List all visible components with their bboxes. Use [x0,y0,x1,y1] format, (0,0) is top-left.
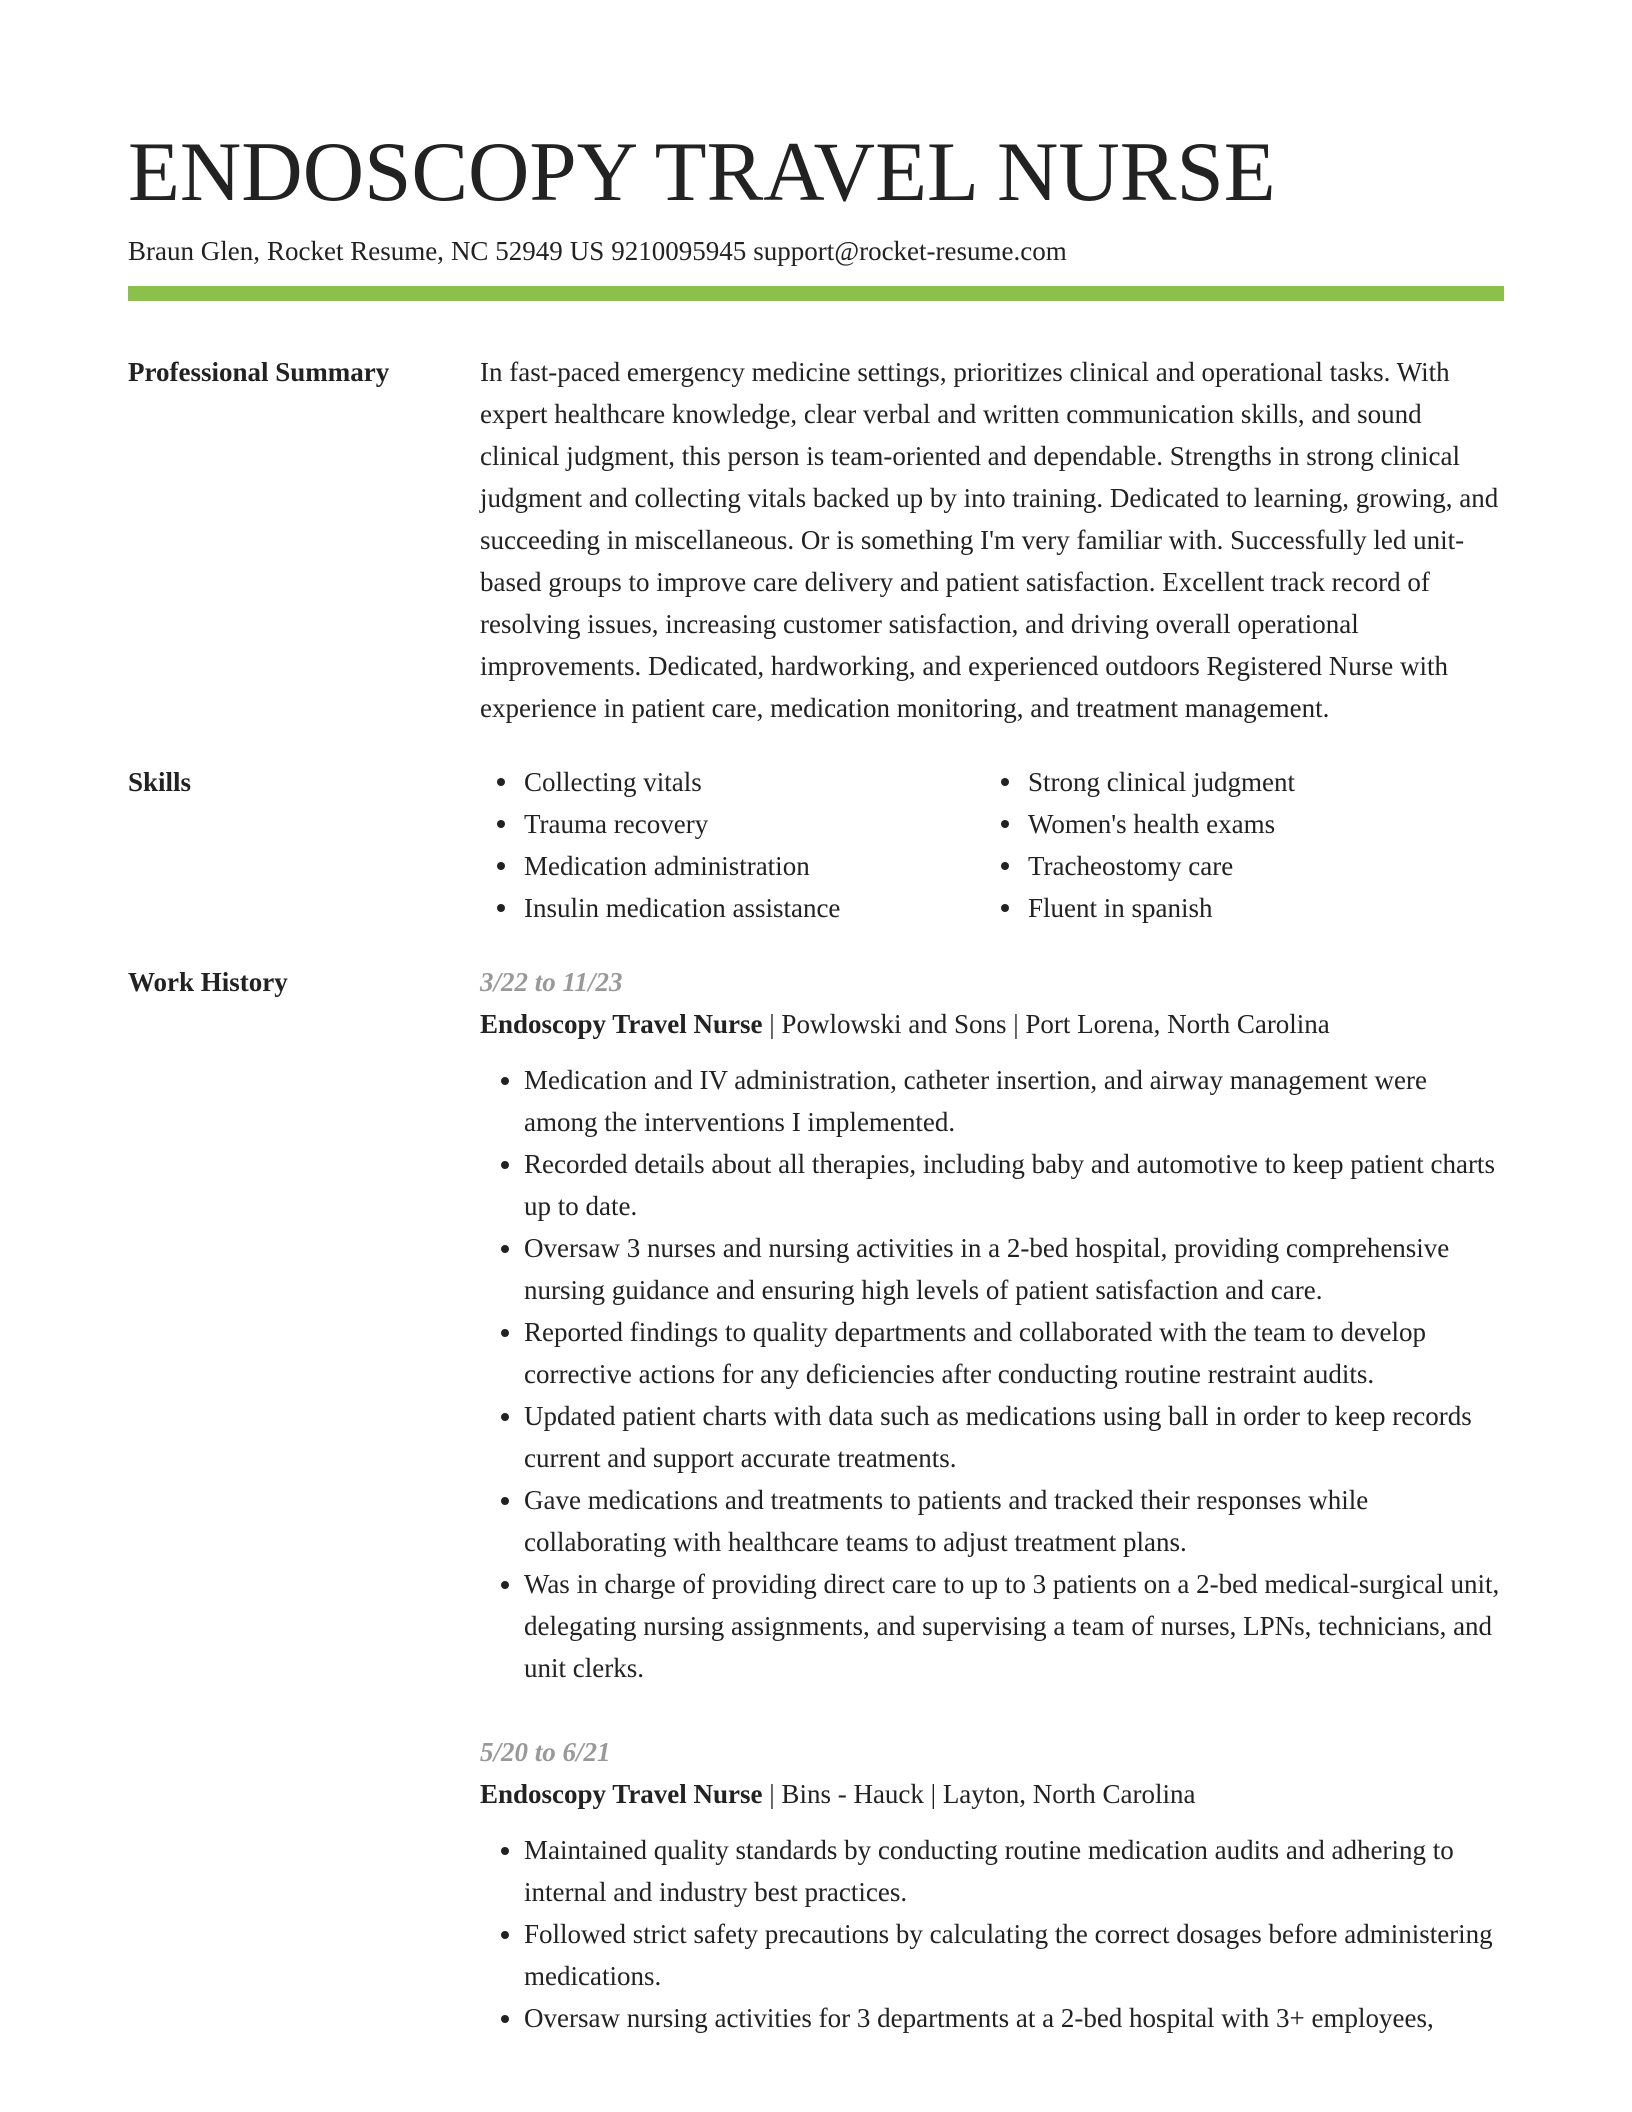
contact-street: Rocket Resume, [266,236,444,266]
header-divider [128,286,1504,301]
job-title: Endoscopy Travel Nurse [480,1779,763,1809]
skill-item: Trauma recovery [480,803,984,845]
skill-item: Women's health exams [984,803,1504,845]
job-header [480,1773,1504,1815]
resume-page [128,0,1504,2081]
skill-item: Fluent in spanish [984,887,1504,929]
job-bullet: • Reported findings to quality departments and collaborated with the team to develop corrective actions for any deficiencies after conducting routine restraint audits. [524,1311,1504,1395]
contact-city: Braun Glen, [128,236,260,266]
contact-email: support@rocket-resume.com [753,236,1067,266]
work-history-heading: Work History [128,967,288,997]
job-bullets [480,1829,1504,2039]
summary-text: In fast-paced emergency medicine settings, prioritizes clinical and operational tasks. With expert healthcare knowledge, clear verbal and written communication skills, and sound clinical judgment, this person is team-oriented and dependable. Strengths in strong clinical judgment and collecting vitals backed up by into training. Dedicated to learning, growing, and succeeding in miscellaneous. Or is something I'm very familiar with. Successfully led unit-based groups to improve care delivery and patient satisfaction. Excellent track record of resolving issues, increasing customer satisfaction, and driving overall operational improvements. Dedicated, hardworking, and experienced outdoors Registered Nurse with experience in patient care, medication monitoring, and treatment management. [480,357,1499,723]
job-bullet: • Oversaw nursing activities for 3 departments at a 2-bed hospital with 3+ employees, [524,1997,1504,2039]
work-history-section [128,961,1504,2081]
job-entry [480,961,1504,1689]
skills-section [128,761,1504,929]
job-header [480,1003,1504,1045]
skills-heading: Skills [128,767,192,797]
skills-list [480,761,1504,929]
job-title: Endoscopy Travel Nurse [480,1009,763,1039]
skill-item: Collecting vitals [480,761,984,803]
candidate-title: ENDOSCOPY TRAVEL NURSE [128,125,1276,219]
contact-state-zip: NC 52949 [450,236,563,266]
contact-country: US [569,236,605,266]
job-bullet: • Oversaw 3 nurses and nursing activities in a 2-bed hospital, providing comprehensive nursing guidance and ensuring high levels of patient satisfaction and care. [524,1227,1504,1311]
skill-item: Strong clinical judgment [984,761,1504,803]
job-bullet: • Followed strict safety precautions by calculating the correct dosages before administering medications. [524,1913,1504,1997]
job-bullet: • Gave medications and treatments to patients and tracked their responses while collaborating with healthcare teams to adjust treatment plans. [524,1479,1504,1563]
skill-item: Insulin medication assistance [480,887,984,929]
job-employer-location: | Powlowski and Sons | Port Lorena, North Carolina [762,1009,1330,1039]
summary-heading: Professional Summary [128,357,390,387]
job-bullet: • Updated patient charts with data such as medications using ball in order to keep records current and support accurate treatments. [524,1395,1504,1479]
job-bullet: • Was in charge of providing direct care to up to 3 patients on a 2-bed medical-surgical unit, delegating nursing assignments, and supervising a team of nurses, LPNs, technicians, and unit clerks. [524,1563,1504,1689]
job-entry [480,1731,1504,2039]
contact-phone: 9210095945 [611,236,747,266]
job-employer-location: | Bins - Hauck | Layton, North Carolina [762,1779,1196,1809]
job-bullet: • Maintained quality standards by conducting routine medication audits and adhering to internal and industry best practices. [524,1829,1504,1913]
skill-item: Medication administration [480,845,984,887]
job-dates: 3/22 to 11/23 [480,967,623,997]
skill-item: Tracheostomy care [984,845,1504,887]
job-dates: 5/20 to 6/21 [480,1737,611,1767]
job-bullet: • Recorded details about all therapies, including baby and automotive to keep patient charts up to date. [524,1143,1504,1227]
contact-line [128,234,1504,268]
summary-section [128,351,1504,729]
job-bullets [480,1059,1504,1689]
job-bullet: • Medication and IV administration, catheter insertion, and airway management were among the interventions I implemented. [524,1059,1504,1143]
